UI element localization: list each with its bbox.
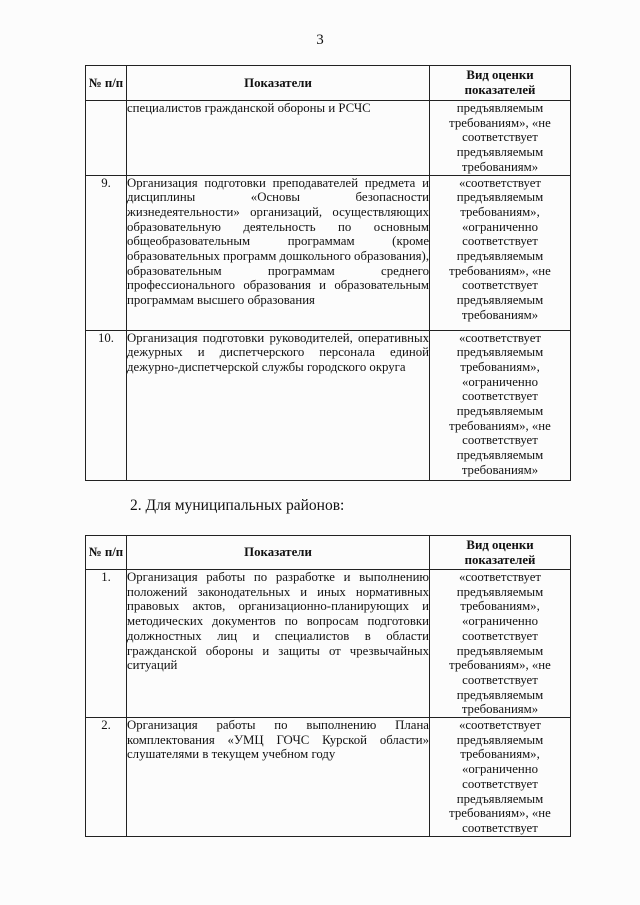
row-number: 9.	[86, 175, 127, 330]
header-number: № п/п	[86, 66, 127, 101]
row-evaluation-text: «соответствует предъявляемым требованиям», «ограниченно соответствует предъявляемым требованиям», «не соответствует	[430, 718, 571, 837]
table-row	[86, 570, 571, 718]
row-number	[86, 101, 127, 176]
section-heading: 2. Для муниципальных районов:	[130, 497, 345, 514]
page-number: 3	[316, 32, 324, 48]
table-row	[86, 330, 571, 480]
row-number: 2.	[86, 718, 127, 837]
indicators-table-1	[85, 65, 571, 481]
header-indicators: Показатели	[127, 66, 430, 101]
row-indicator-text: специалистов гражданской обороны и РСЧС	[127, 101, 430, 176]
row-indicator-text: Организация работы по выполнению Плана комплектования «УМЦ ГОЧС Курской области» слушателями в текущем учебном году	[127, 718, 430, 837]
row-evaluation-text: «соответствует предъявляемым требованиям», «ограниченно соответствует предъявляемым требованиям», «не соответствует предъявляемым требованиям»	[430, 570, 571, 718]
table-row	[86, 101, 571, 176]
row-indicator-text: Организация подготовки преподавателей предмета и дисциплины «Основы безопасности жизнедеятельности» организаций, осуществляющих образовательную деятельность по основным общеобразовательным программам (кроме образовательных программ дошкольного образования), образовательным программам среднего профессионального образования и образовательным программам высшего образования	[127, 175, 430, 330]
header-indicators: Показатели	[127, 536, 430, 570]
table-row	[86, 718, 571, 837]
table-header-row	[86, 536, 571, 570]
row-number: 1.	[86, 570, 127, 718]
table-header-row	[86, 66, 571, 101]
table-row	[86, 175, 571, 330]
indicators-table-2	[85, 535, 571, 837]
row-number: 10.	[86, 330, 127, 480]
row-indicator-text: Организация работы по разработке и выполнению положений законодательных и иных нормативных правовых актов, организационно-планирующих и методических документов по вопросам подготовки должностных лиц и специалистов в области гражданской обороны и защиты от чрезвычайных ситуаций	[127, 570, 430, 718]
header-evaluation: Вид оценки показателей	[430, 536, 571, 570]
row-indicator-text: Организация подготовки руководителей, оперативных дежурных и диспетчерского персонала единой дежурно-диспетчерской службы городского округа	[127, 330, 430, 480]
row-evaluation-text: «соответствует предъявляемым требованиям», «ограниченно соответствует предъявляемым требованиям», «не соответствует предъявляемым требованиям»	[430, 175, 571, 330]
row-evaluation-text: «соответствует предъявляемым требованиям», «ограниченно соответствует предъявляемым требованиям», «не соответствует предъявляемым требованиям»	[430, 330, 571, 480]
header-number: № п/п	[86, 536, 127, 570]
header-evaluation: Вид оценки показателей	[430, 66, 571, 101]
row-evaluation-text: предъявляемым требованиям», «не соответствует предъявляемым требованиям»	[430, 101, 571, 176]
